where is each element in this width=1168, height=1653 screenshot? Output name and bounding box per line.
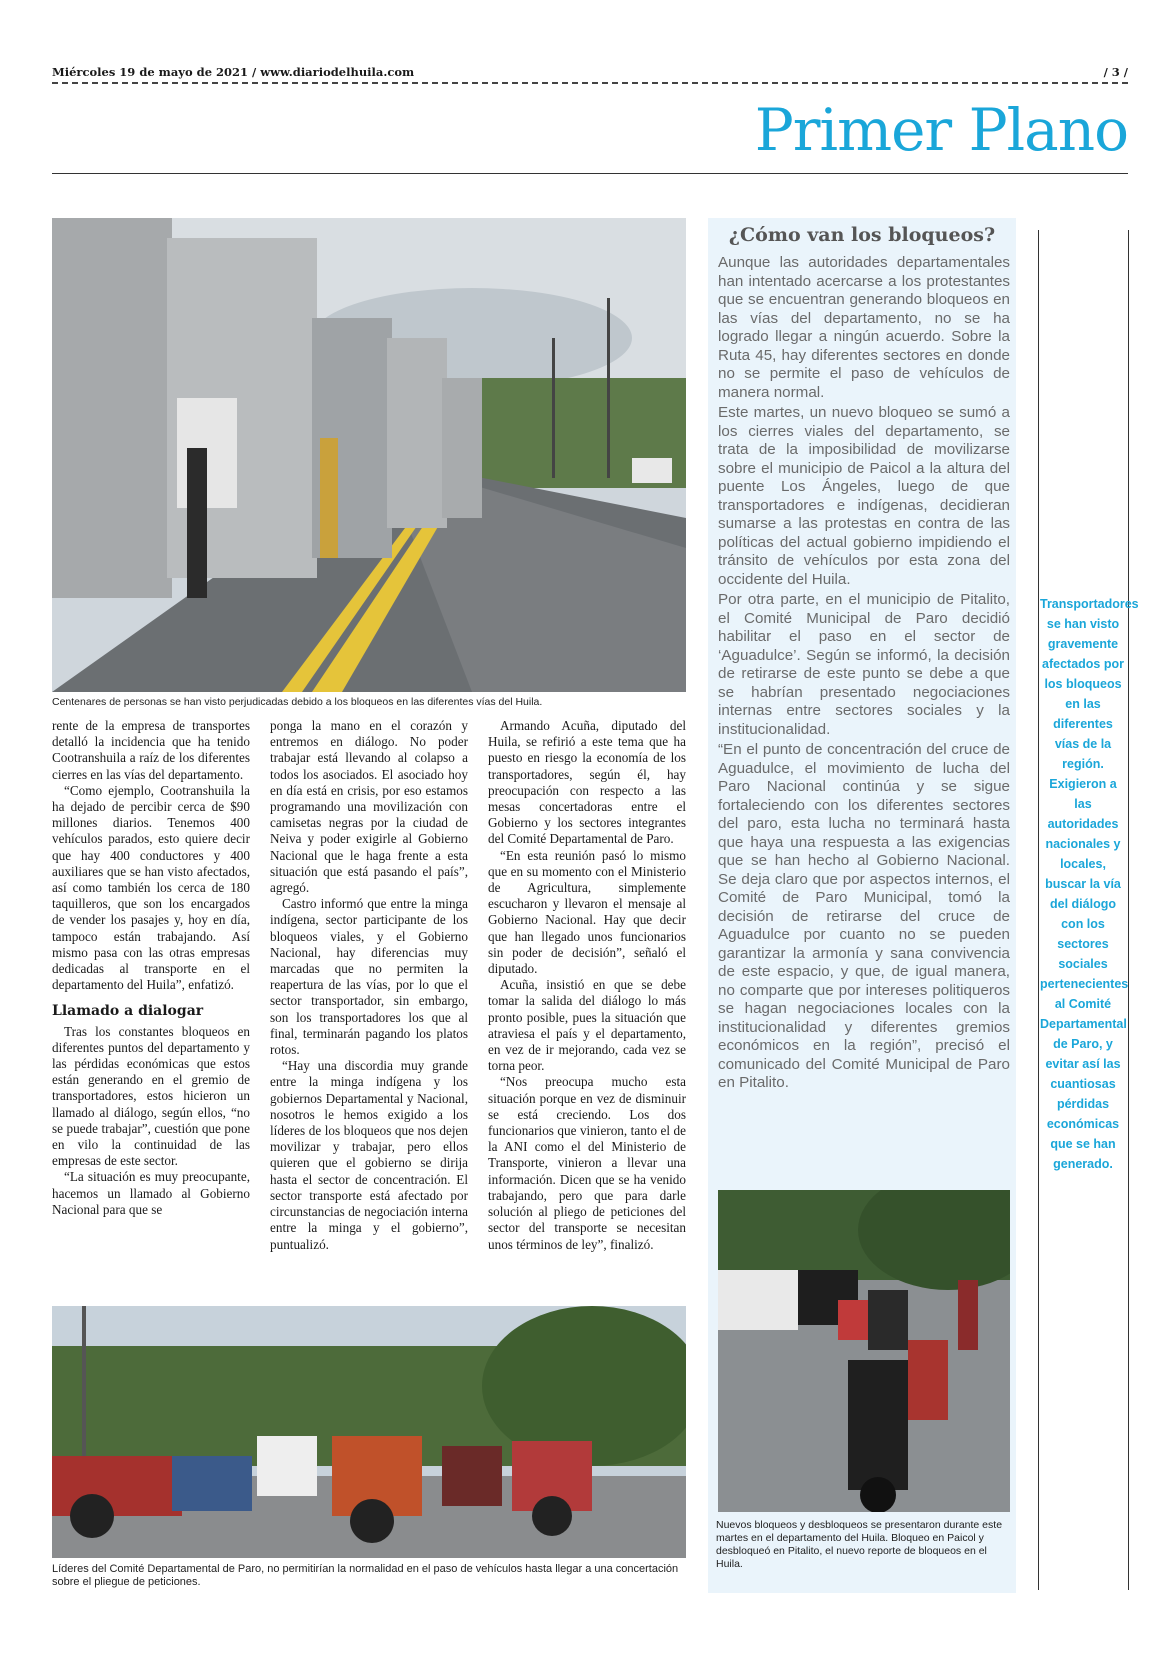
paragraph: “Hay una discordia muy grande entre la minga indígena y los gobiernos Departamental y Nacional, nosotros le hemos exigido a los líderes de los bloqueos que nos dejen movilizar y trabajar, pero ellos quieren que el gobierno se dirija hasta el sector de concentración. El sector transporte está afectado por circunstancias de negociación interna entre la minga y el gobierno”, puntualizó. xyxy=(270,1058,468,1252)
paragraph: “En esta reunión pasó lo mismo que en su momento con el Ministerio de Agricultura, simplemente escucharon y llevaron el mensaje al Gobierno Nacional. Hay que decir que han llegado unos funcionarios sin poder de decisión”, señaló el diputado. xyxy=(488,847,686,977)
tractors-photo xyxy=(52,1306,686,1558)
dateline-text: Miércoles 19 de mayo de 2021 / www.diariodelhuila.com xyxy=(52,65,415,79)
paragraph: “Nos preocupa mucho esta situación porque en vez de disminuir se está creciendo. Los dos funcionarios que vinieron, tanto el de la ANI como el del Ministerio de Transporte, vinieron a llevar una información. Dicen que se ha venido trabajando, pero que para darle solución al pliego de peticiones del sector del transporte se necesitan unos términos de ley”, finalizó. xyxy=(488,1074,686,1252)
bottom-photo-caption: Líderes del Comité Departamental de Paro, no permitirían la normalidad en el paso de vehículos hasta llegar a una concertación sobre el pliegue de peticiones. xyxy=(52,1563,679,1588)
section-title: Primer Plano xyxy=(754,96,1128,164)
subheading: Llamado a dialogar xyxy=(52,1003,204,1020)
sidebar-body xyxy=(718,254,1010,1095)
paragraph: Armando Acuña, diputado del Huila, se refirió a este tema que ha puesto en riesgo la economía de los transportadores, según él, hay preocupación con respecto a las mesas concertadoras entre el Gobierno y los sectores integrantes del Comité Departamental de Paro. xyxy=(488,718,686,847)
sidebar-paragraph: Aunque las autoridades departamentales han intentado acercarse a los protestantes que se encuentran generando bloqueos en las vías del departamento, no se ha logrado llegar a ningún acuerdo. Sobre la Ruta 45, hay diferentes sectores en donde no se permite el paso de vehículos de manera normal. xyxy=(718,254,1010,401)
section-divider xyxy=(52,173,1128,174)
article-column-3 xyxy=(488,718,686,1253)
pull-quote-rule xyxy=(1038,230,1039,1590)
sidebar-paragraph: “En el punto de concentración del cruce de Aguadulce, el movimiento de lucha del Paro Nacional continúa y se sigue fortaleciendo con los diferentes sectores del paro, esta lucha no terminará hasta que haya una respuesta a las exigencias que se han hecho al Gobierno Nacional. Se deja claro que por aspectos internos, el Comité de Paro Municipal, tomó la decisión de retirarse del cruce de Aguadulce por cuanto no se pueden garantizar la armonía y sana convivencia de este espacio, y que, de igual manera, no comparte que por intereses politiqueros se hagan negociaciones locales con la institucionalidad y diferentes gremios económicos en la región”, precisó el comunicado del Comité Municipal de Paro en Pitalito. xyxy=(718,741,1010,1091)
sidebar-title: ¿Cómo van los bloqueos? xyxy=(728,224,996,246)
header-divider xyxy=(52,82,1128,84)
page-number: / 3 / xyxy=(1103,65,1128,79)
sidebar-paragraph: Este martes, un nuevo bloqueo se sumó a los cierres viales del departamento, se trata de la imposibilidad de movilizarse sobre el municipio de Paicol a la altura del puente Los Ángeles, luego de que transportadores e indígenas, decidieran sumarse a las protestas en contra de las políticas del actual gobierno impidiendo el tránsito de vehículos por esta zona del occidente del Huila. xyxy=(718,404,1010,588)
side-photo-caption: Nuevos bloqueos y desbloqueos se presentaron durante este martes en el departamento del Huila. Bloqueo en Paicol y desbloqueó en Pitalito, el nuevo reporte de bloqueos en el Huila. xyxy=(716,1519,1003,1570)
paragraph: Tras los constantes bloqueos en diferentes puntos del departamento y las pérdidas económicas que estos están generando en el gremio de transportadores, estos hicieron un llamado al diálogo, según ellos, “no se puede trabajar”, cuestión que pone en vilo la continuidad de las empresas de este sector. xyxy=(52,1023,250,1169)
pull-quote: Transportadores se han visto gravemente afectados por los bloqueos en las diferentes vías de la región. Exigieron a las autoridades nacionales y locales, buscar la vía del diálogo con los sectores sociales pertenecientes al Comité Departamental de Paro, y evitar así las cuantiosas pérdidas económicas que se han generado. xyxy=(1040,597,1139,1171)
sidebar-paragraph: Por otra parte, en el municipio de Pitalito, el Comité Municipal de Paro decidió habilitar el paso en el sector de ‘Aguadulce’. Según se informó, la decisión de retirarse de este punto se debe a que se habrían presentado negociaciones internas entre sectores sociales y la institucionalidad. xyxy=(718,591,1010,738)
paragraph: ponga la mano en el corazón y entremos en diálogo. No poder trabajar está llevando al colapso a todos los asociados. El asociado hoy en día está en crisis, por eso estamos programando una movilización con camisetas negras por la ciudad de Neiva y poder exigirle al Gobierno Nacional que le haga frente a esta situación que está pasando el país”, agregó. xyxy=(270,718,468,896)
article-column-1 xyxy=(52,718,250,1218)
paragraph: Castro informó que entre la minga indígena, sector participante de los bloqueos viales, y el Gobierno Nacional, hay diferencias muy marcadas que no permiten la reapertura de las vías, por lo que el sector transportador, sin embargo, son los transportadores los que al final, terminarán pagando los platos rotos. xyxy=(270,896,468,1058)
top-photo-caption: Centenares de personas se han visto perjudicadas debido a los bloqueos en las diferentes vías del Huila. xyxy=(52,696,543,708)
paragraph: “Como ejemplo, Cootranshuila la ha dejado de percibir cerca de $90 millones diarios. Tenemos 400 vehículos parados, esto quiere decir que hay 400 conductores y 400 auxiliares que se han visto afectados, así como también los cerca de 180 taquilleros, que son los encargados de vender los pasajes y, hoy en día, tampoco están trabajando. Así mismo pasa con las otras empresas dedicadas al transporte en el departamento del Huila”, enfatizó. xyxy=(52,782,250,993)
trucks-photo xyxy=(52,218,686,692)
paragraph: rente de la empresa de transportes detalló la incidencia que ha tenido Cootranshuila a raíz de los diferentes cierres en las vías del departamento. xyxy=(52,718,250,782)
dateline xyxy=(52,65,1128,79)
motorcycles-photo xyxy=(718,1190,1010,1512)
pull-quote-rule xyxy=(1128,230,1129,1590)
article-column-2 xyxy=(270,718,468,1253)
paragraph: Acuña, insistió en que se debe tomar la salida del diálogo lo más pronto posible, pues la situación que atraviesa el país y el departamento, en vez de ir mejorando, cada vez se torna peor. xyxy=(488,977,686,1074)
paragraph: “La situación es muy preocupante, hacemos un llamado al Gobierno Nacional para que se xyxy=(52,1169,250,1217)
